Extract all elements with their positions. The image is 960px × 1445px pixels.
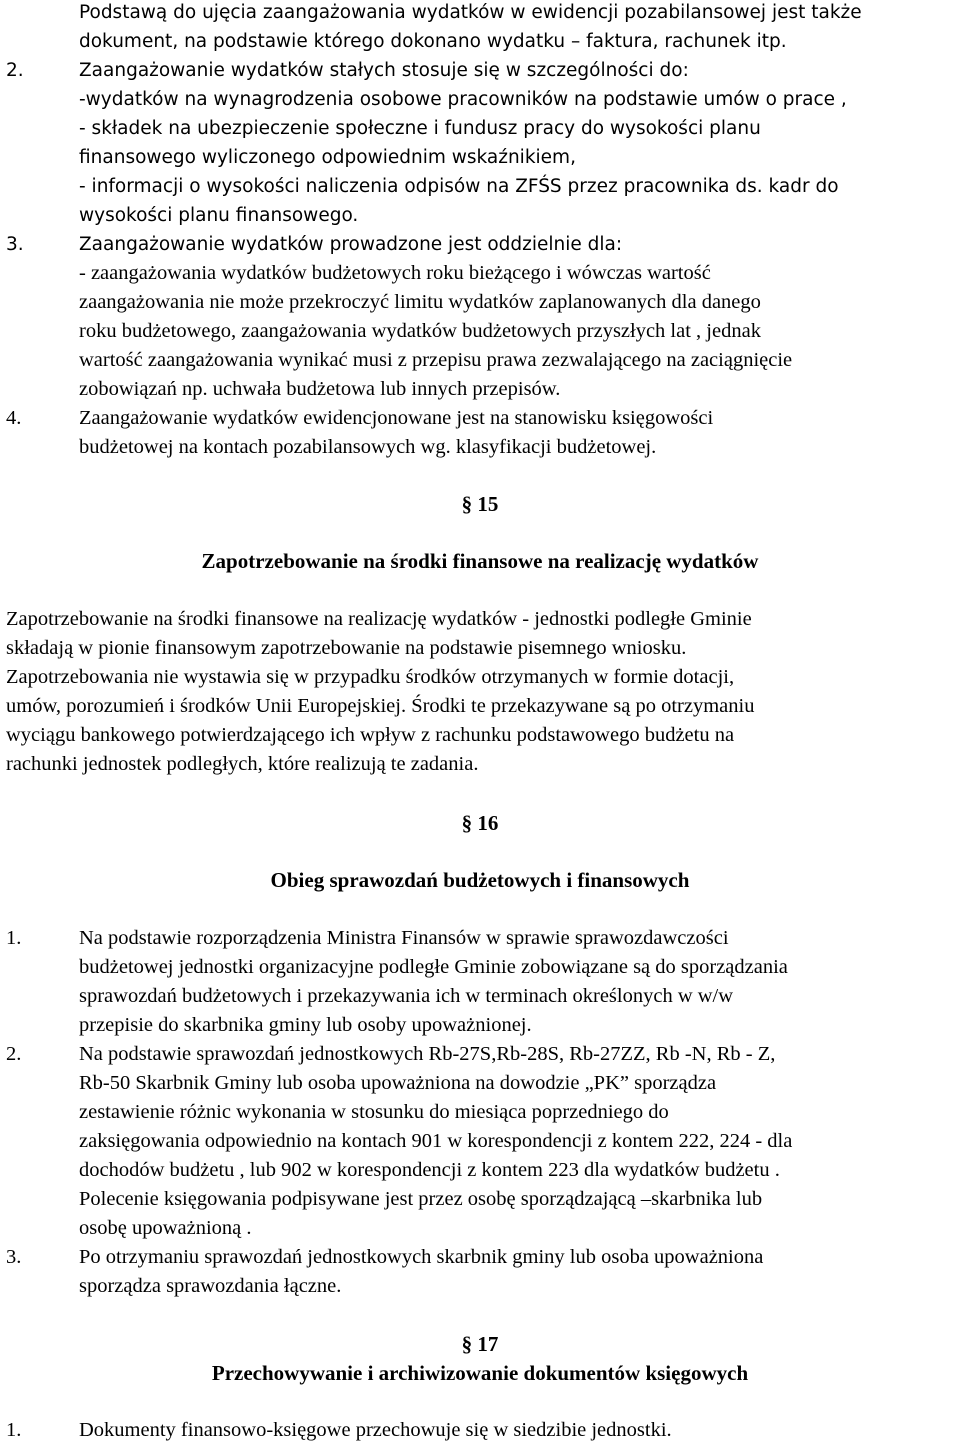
list-item-line: Po otrzymaniu sprawozdań jednostkowych skarbnik gminy lub osoba upoważniona bbox=[79, 1246, 764, 1268]
list-item-line: przepisie do skarbnika gminy lub osoby upoważnionej. bbox=[79, 1014, 532, 1036]
list-number: 1. bbox=[6, 927, 22, 949]
section-title: Przechowywanie i archiwizowanie dokumentów księgowych bbox=[211, 1361, 749, 1385]
list-item-line: - zaangażowania wydatków budżetowych roku bieżącego i wówczas wartość bbox=[79, 262, 711, 284]
list-number: 4. bbox=[6, 407, 22, 429]
paragraph-line: Zapotrzebowania nie wystawia się w przypadku środków otrzymanych w formie dotacji, bbox=[6, 666, 735, 688]
section-title: Obieg sprawozdań budżetowych i finansowych bbox=[270, 868, 690, 892]
list-item-line: - składek na ubezpieczenie społeczne i fundusz pracy do wysokości planu bbox=[79, 118, 761, 139]
list-item-line: osobę upoważnioną . bbox=[79, 1217, 252, 1239]
list-item-line: zestawienie różnic wykonania w stosunku do miesiąca poprzedniego do bbox=[79, 1101, 669, 1123]
list-item-line: wartość zaangażowania wynikać musi z przepisu prawa zezwalającego na zaciągnięcie bbox=[79, 349, 793, 371]
list-item-line: zaangażowania nie może przekroczyć limitu wydatków zaplanowanych dla danego bbox=[79, 291, 761, 313]
list-number: 3. bbox=[6, 234, 24, 255]
list-item-line: wysokości planu finansowego. bbox=[79, 205, 359, 226]
list-item-line: Zaangażowanie wydatków stałych stosuje się w szczególności do: bbox=[79, 60, 689, 81]
list-number: 2. bbox=[6, 1043, 22, 1065]
list-item-line: -wydatków na wynagrodzenia osobowe pracowników na podstawie umów o prace , bbox=[79, 89, 847, 110]
paragraph-line: dokument, na podstawie którego dokonano wydatku – faktura, rachunek itp. bbox=[79, 31, 787, 52]
list-item-line: Na podstawie rozporządzenia Ministra Finansów w sprawie sprawozdawczości bbox=[79, 927, 729, 949]
list-item-line: - informacji o wysokości naliczenia odpisów na ZFŚS przez pracownika ds. kadr do bbox=[79, 176, 839, 197]
list-item-line: zaksięgowania odpowiednio na kontach 901 w korespondencji z kontem 222, 224 - dla bbox=[79, 1130, 793, 1152]
list-item-line: Rb-50 Skarbnik Gminy lub osoba upoważniona na dowodzie „PK” sporządza bbox=[79, 1072, 717, 1094]
list-number: 2. bbox=[6, 60, 24, 81]
list-item-line: finansowego wyliczonego odpowiednim wskaźnikiem, bbox=[79, 147, 576, 168]
list-item-line: budżetowej na kontach pozabilansowych wg. klasyfikacji budżetowej. bbox=[79, 436, 657, 458]
section-number: § 17 bbox=[461, 1332, 499, 1356]
list-item-line: dochodów budżetu , lub 902 w korespondencji z kontem 223 dla wydatków budżetu . bbox=[79, 1159, 780, 1181]
list-item-line: Zaangażowanie wydatków ewidencjonowane jest na stanowisku księgowości bbox=[79, 407, 714, 429]
section-title: Zapotrzebowanie na środki finansowe na realizację wydatków bbox=[201, 549, 759, 573]
list-number: 1. bbox=[6, 1419, 22, 1441]
list-item-line: roku budżetowego, zaangażowania wydatków budżetowych przyszłych lat , jednak bbox=[79, 320, 761, 342]
list-item-line: sprawozdań budżetowych i przekazywania ich w terminach określonych w w/w bbox=[79, 985, 734, 1007]
paragraph-line: Podstawą do ujęcia zaangażowania wydatków w ewidencji pozabilansowej jest także bbox=[79, 2, 862, 23]
list-number: 3. bbox=[6, 1246, 22, 1268]
list-item-line: Na podstawie sprawozdań jednostkowych Rb-27S,Rb-28S, Rb-27ZZ, Rb -N, Rb - Z, bbox=[79, 1043, 776, 1065]
list-item-line: budżetowej jednostki organizacyjne podległe Gminie zobowiązane są do sporządzania bbox=[79, 956, 788, 978]
paragraph-line: Zapotrzebowanie na środki finansowe na realizację wydatków - jednostki podległe Gminie bbox=[6, 608, 752, 630]
list-item-line: Zaangażowanie wydatków prowadzone jest oddzielnie dla: bbox=[79, 234, 623, 255]
paragraph-line: składają w pionie finansowym zapotrzebowanie na podstawie pisemnego wniosku. bbox=[6, 637, 687, 659]
section-number: § 16 bbox=[461, 811, 499, 835]
paragraph-line: wyciągu bankowego potwierdzającego ich wpływ z rachunku podstawowego budżetu na bbox=[6, 724, 735, 746]
list-item-line: Dokumenty finansowo-księgowe przechowuje się w siedzibie jednostki. bbox=[79, 1419, 672, 1441]
paragraph-line: umów, porozumień i środków Unii Europejskiej. Środki te przekazywane są po otrzymaniu bbox=[6, 695, 755, 717]
paragraph-line: rachunki jednostek podległych, które realizują te zadania. bbox=[6, 753, 479, 775]
section-number: § 15 bbox=[461, 492, 499, 516]
list-item-line: Polecenie księgowania podpisywane jest przez osobę sporządzającą –skarbnika lub bbox=[79, 1188, 763, 1210]
list-item-line: sporządza sprawozdania łączne. bbox=[79, 1275, 342, 1297]
list-item-line: zobowiązań np. uchwała budżetowa lub innych przepisów. bbox=[79, 378, 561, 400]
